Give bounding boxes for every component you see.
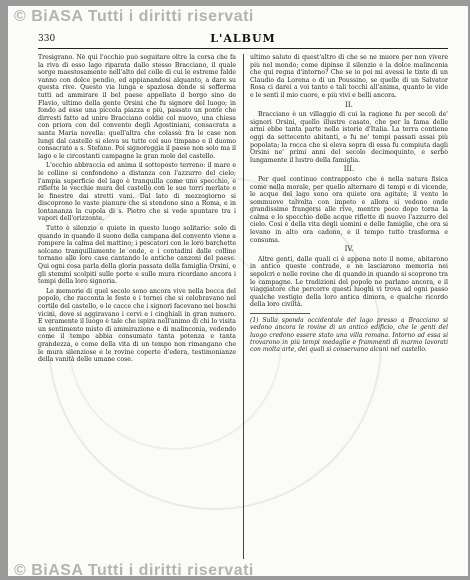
document-page <box>8 6 468 576</box>
footnote-rule <box>250 313 310 314</box>
paragraph: Bracciano è un villaggio di cui la ragione fu per secoli de' signori Orsini, quello illustre casato, che per la fama delle armi ebbe tanta parte nelle istorie d'Italia. La terra contiene oggi da settecento abitanti, e fu ne' tempi passati assai più popolata; la rocca che si eleva sopra di essa fu compiuta dagli Orsini ne' primi anni del secolo decimoquinto, e serbò lungamente il lustro della famiglia. <box>250 111 448 164</box>
section-number: III. <box>343 165 355 174</box>
left-text-column <box>38 54 236 559</box>
paragraph: ultimo saluto di quest'altro di che se ne muore per non vivere più nel mondo; come dipinse il silenzio e la dolce malinconia che qui regna d'intorno? Che se io poi mi avessi le tinte di un Claudio da Lorena o di un Poussino, se quelle di un Salvator Rosa ci darei a voi tanto e tali tocchi all'anima, quanto le vide e le sentì il mio cuore, e più vivi e belli ancora. <box>250 54 448 99</box>
section-number: IV. <box>344 245 354 254</box>
journal-title: L'ALBUM <box>210 32 276 45</box>
right-text-column <box>250 54 448 559</box>
copyright-watermark-top: © BiASA Tutti i diritti riservati <box>14 8 254 25</box>
paragraph: Per quel continuo contrapposto che è nella natura fisica come nella morale, per quello alternare di tempi e di vicende, le acque del lago sono ora quiete ora agitate; il vento le sommuove talvolta con impeto e allora si vedono onde grandissime frangersi alle rive, mentre poco dopo torna la calma e lo specchio delle acque riflette di nuovo l'azzurro del cielo. Così è della vita degli uomini e delle famiglie, che ora si levano in alto ora cadono, e il tempo tutto trasforma e consuma. <box>250 175 448 244</box>
paragraph: L'occhio abbraccia ed anima il sottoposto terreno: il mare e le colline si confondono a distanza con l'azzurro del cielo; l'ampia superficie del lago è tranquilla come uno specchio, e riflette le vecchie mura del castello con le sue torri merlate e le finestre dai stretti vani. Dal lato di mezzogiorno si discoprono le vaste pianure che si stendono sino a Roma, e in lontananza la cupola di s. Pietro che si vede spuntare tra i vapori dell'orizzonte. <box>38 162 236 223</box>
copyright-watermark-bottom: © BiASA Tutti i diritti riservati <box>14 562 254 576</box>
paragraph: Le memorie di quel secolo sono ancora vive nella bocca del popolo, che racconta le feste e i tornei che si celebravano nel cortile del castello, e le cacce che i signori facevano nei boschi vicini, dove si aggiravano i cervi e i cinghiali in gran numero. E veramente il luogo è tale che ispira nell'animo di chi lo visita un sentimento misto di ammirazione e di malinconia, vedendo come il tempo abbia consumato tanta potenza e tanta grandezza, e come della vita di un tempo non rimangano che le mura silenziose e le rovine coperte d'edera, testimonianze della vanità delle umane cose. <box>38 287 236 364</box>
page-number: 330 <box>38 34 56 44</box>
running-header <box>38 32 448 49</box>
footnote: (1) Sulla sponda occidentale del lago presso a Bracciano si vedono ancora le rovine di un antico edificio, che le genti del luogo credono essere stato una villa romana. Intorno ad essa si trovarono in più tempi medaglie e frammenti di marmo lavorati con molta arte, dei quali si conservano alcuni nel castello. <box>250 317 448 354</box>
column-divider <box>243 54 244 559</box>
paragraph: Altre genti, dalle quali ci è appena noto il nome, abitarono in antico queste contrade, e ne lasciarono memoria nei sepolcri e nelle rovine che di quando in quando si scoprono tra le campagne. Le tradizioni del popolo ne parlano ancora, e il viaggiatore che percorre questi luoghi vi trova ad ogni passo qualche vestigio della loro antica dimora, e qualche ricordo della loro civiltà. <box>250 255 448 309</box>
section-number: II. <box>345 100 353 109</box>
paragraph: Tresigrano. Nè qui l'occhio può seguitare oltre la corsa che fa la riva di esso lago riparata dallo stesso Bracciano, il quale sorge maestosamente nell'alto del colle di cui le estreme falde vanno con dolce pendio, ed appianandosi alquanto, a dare su questa rive. Questo via lunga e spaziosa donde si sofferma tutti ad ammirare il bel paese appellato il borgo sino de Flavio, ultimo della gente Orsini che fu signore del luogo; in fondo ad esse una piccola piazza e più, passato un ponte che dirresti fatto ad unire Bracciano coldie col nuovo, una chiesa con priora con del convento degli Agostiniani, consacrata a santa Maria novella: quell'altra che colassù fra le case non lungi dal castello si eleva su tutte col suo timpano e il duomo consacrato a s. Stefano. Poi signoreggia il paese non solo ma il lago e le circostanti campagne la gran mole del castello. <box>38 54 236 160</box>
paragraph: Tutto è silenzio e quiete in questo luogo solitario: solo di quando in quando il suono della campana del convento viene a rompere la calma del mattino; i pescatori con le loro barchette solcano tranquillamente le onde, e i contadini dalle colline tornano alle loro case cantando le antiche canzoni del paese. Qui ogni cosa parla della gloria passata della famiglia Orsini, e gli stemmi scolpiti sulle porte e sulle mura ricordano ancora i tempi della loro signoria. <box>38 225 236 286</box>
